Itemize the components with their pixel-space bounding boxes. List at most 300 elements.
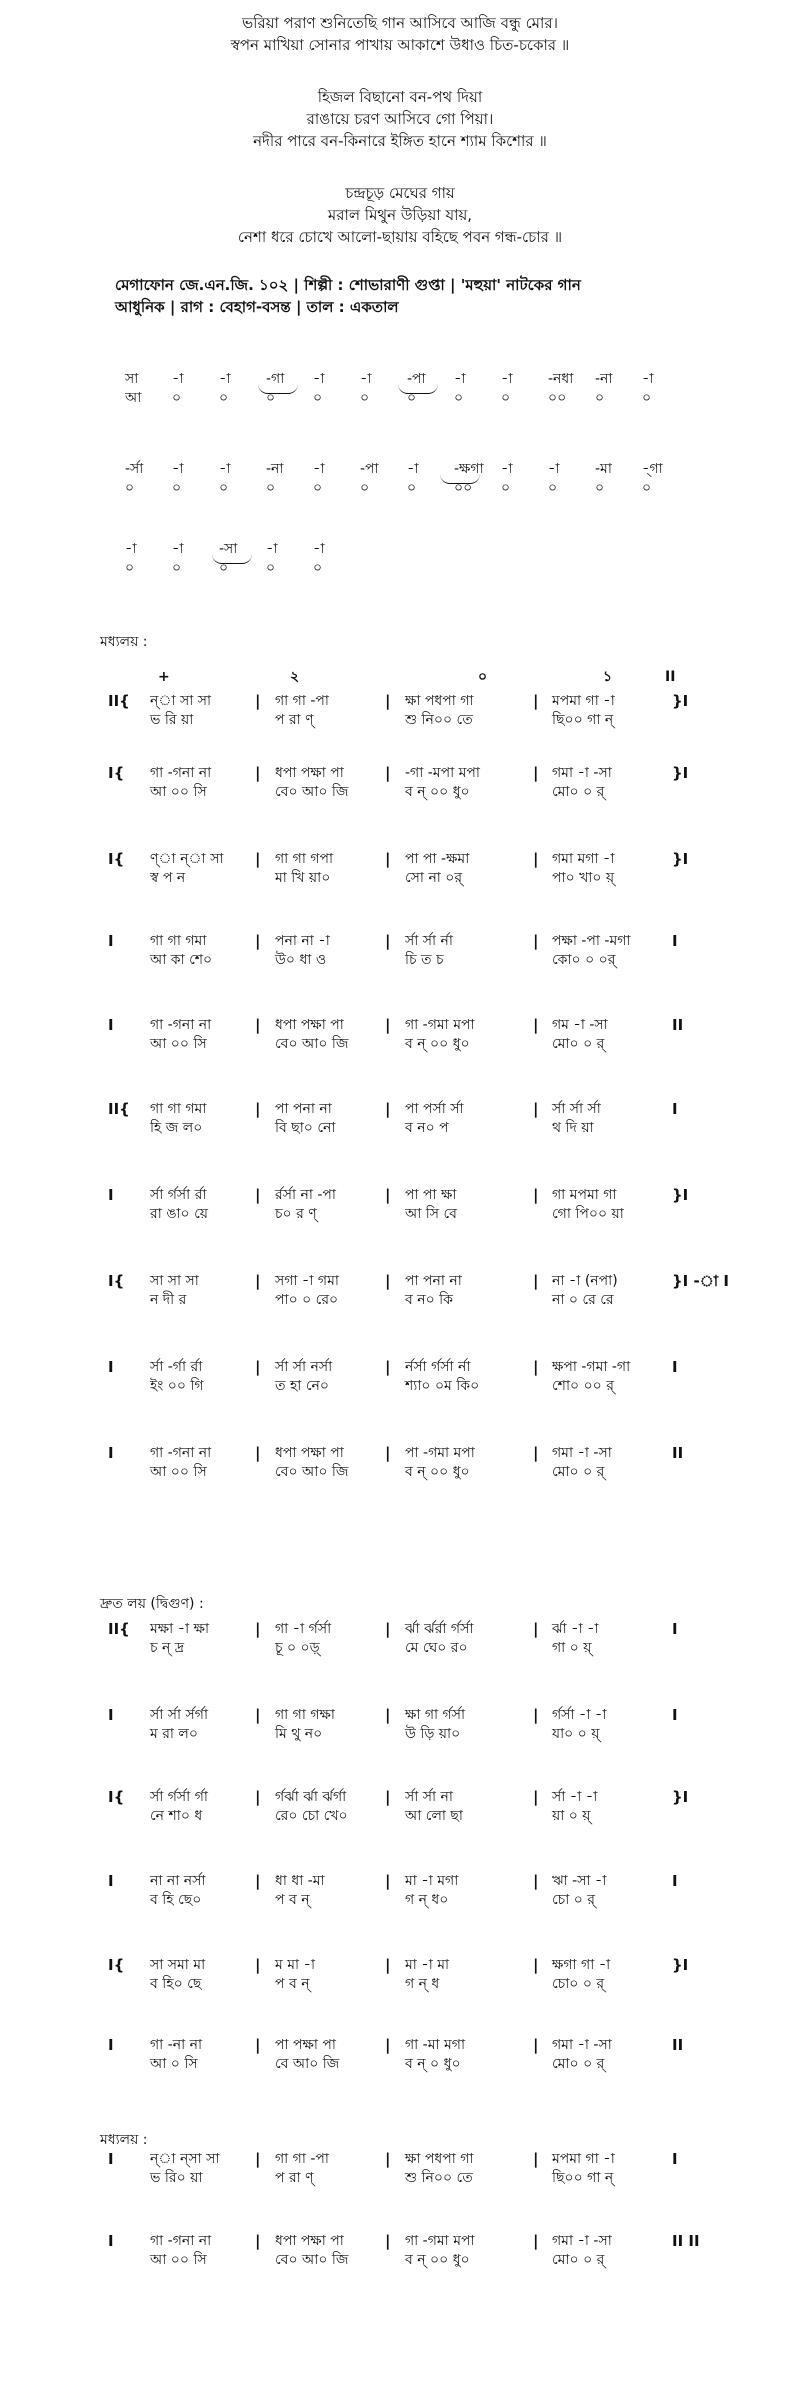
vibhag-divider: |: [255, 1956, 261, 1974]
lyric-syllable: ০: [313, 480, 323, 496]
lyric-group: চো০ ০ র্: [552, 1976, 605, 1992]
vibhag-divider: |: [385, 1100, 391, 1118]
swara-group: গমা -া -সা: [552, 765, 612, 781]
swara-group: গা গা গপা: [275, 851, 334, 867]
swara-group: র্সা র্গর্সা র্গা: [150, 1789, 208, 1805]
lyric-group: প ব ন্: [275, 1976, 310, 1992]
swara-group: পা পা ক্ষা: [405, 1187, 457, 1203]
vibhag-divider: |: [255, 692, 261, 710]
lyric-group: মো০ ০ র্: [552, 1464, 605, 1480]
swara-group: পা পক্ষা পা: [275, 2037, 336, 2053]
lyric-group: প রা ণ্: [275, 2170, 314, 2186]
vibhag-divider: |: [533, 1272, 539, 1290]
right-barline: II II: [672, 2232, 700, 2250]
swara-note: -্গা: [642, 461, 663, 477]
right-barline: I: [672, 1100, 678, 1118]
vibhag-divider: |: [255, 850, 261, 868]
vibhag-divider: |: [533, 1358, 539, 1376]
swara-group: র্সা র্সা র্সা: [552, 1101, 601, 1117]
vibhag-divider: |: [533, 764, 539, 782]
lyric-syllable: ০: [360, 390, 370, 406]
swara-group: গমা মগা -া: [552, 851, 615, 867]
left-barline: I{: [108, 1272, 125, 1290]
vibhag-divider: |: [255, 1620, 261, 1638]
vibhag-divider: |: [385, 2150, 391, 2168]
vibhag-divider: |: [385, 1872, 391, 1890]
swara-group: ক্ষা পধপা গা: [405, 693, 474, 709]
swara-group: মা -া মা: [405, 1957, 450, 1973]
lyric-group: ব ন্ ০০ ধু০: [405, 2252, 470, 2268]
lyric-group: মা খি য়া০: [275, 870, 331, 886]
swara-group: গা -গমা মপা: [405, 2233, 475, 2249]
swara-group: ক্ষপা -গমা -গা: [552, 1359, 631, 1375]
lyric-group: সো না ০র্: [405, 870, 463, 886]
swara-note: -া: [172, 461, 184, 477]
lyric-group: শু নি০০ তে: [405, 712, 473, 728]
vibhag-divider: |: [255, 1788, 261, 1806]
vibhag-divider: |: [255, 2232, 261, 2250]
swara-note: -া: [219, 461, 231, 477]
lyric-group: মো০ ০ র্: [552, 2252, 605, 2268]
swara-group: ক্ষা গা র্গর্সা: [405, 1707, 466, 1723]
lyric-group: য়া ০ য়্: [552, 1808, 591, 1824]
lyric-syllable: ০: [125, 560, 135, 576]
lyric-line: হিজল বিছানো বন-পথ দিয়া: [317, 88, 483, 106]
left-barline: I: [108, 1186, 114, 1204]
vibhag-divider: |: [255, 1444, 261, 1462]
lyric-syllable: ০: [360, 480, 370, 496]
lyric-group: মো০ ০ র্: [552, 1036, 605, 1052]
notation-row: [0, 932, 800, 974]
vibhag-divider: |: [533, 692, 539, 710]
notation-row: [0, 1016, 800, 1058]
swara-note: -পা: [407, 371, 426, 387]
lyric-group: ম রা ল০: [150, 1726, 198, 1742]
notation-row: [0, 1620, 800, 1662]
swara-group: র্ঝা র্ঝর্রা র্গর্সা: [405, 1621, 474, 1637]
swara-group: ন্‌া সা সা: [150, 693, 212, 709]
swara-group: ক্ষগা গা -া: [552, 1957, 611, 1973]
left-barline: I: [108, 2232, 114, 2250]
lyric-group: ব ন্ ০০ ধু০: [405, 784, 470, 800]
lyric-group: শো০ ০০ র্: [552, 1378, 614, 1394]
swara-group: ধপা পক্ষা পা: [275, 765, 344, 781]
swara-group: গা -া র্গর্সা: [275, 1621, 332, 1637]
lyric-group: না ০ রে রে: [552, 1292, 614, 1308]
swara-group: র্সা -র্গা র্রা: [150, 1359, 203, 1375]
lyric-group: ছি০০ গা ন্: [552, 2170, 614, 2186]
swara-group: পা পনা না: [405, 1273, 462, 1289]
lyric-syllable: ০: [313, 390, 323, 406]
left-barline: I: [108, 1444, 114, 1462]
vibhag-divider: |: [385, 1016, 391, 1034]
lyric-syllable: ০: [501, 480, 511, 496]
vibhag-divider: |: [533, 2150, 539, 2168]
notation-row: [0, 2150, 800, 2192]
left-barline: I: [108, 2036, 114, 2054]
tala-marker: ১: [603, 669, 613, 685]
left-barline: I: [108, 1706, 114, 1724]
vibhag-divider: |: [533, 2232, 539, 2250]
lyric-group: চ ন্ দ্র: [150, 1640, 185, 1656]
right-barline: }I: [672, 764, 689, 782]
swara-note: -া: [219, 371, 231, 387]
swara-group: গা গা -পা: [275, 2151, 329, 2167]
right-barline: II: [672, 2036, 684, 2054]
vibhag-divider: |: [255, 1706, 261, 1724]
swara-group: গা মপমা গা: [552, 1187, 617, 1203]
vibhag-divider: |: [385, 1358, 391, 1376]
swara-group: ঋা -সা -া: [552, 1873, 607, 1889]
right-barline: I: [672, 1620, 678, 1638]
lyric-group: কো০ ০ ০র্: [552, 952, 616, 968]
swara-group: র্সা র্সা নর্সা: [275, 1359, 333, 1375]
swara-group: র্সা র্সা র্সর্গা: [150, 1707, 209, 1723]
swara-group: মপমা গা -া: [552, 693, 615, 709]
lyric-group: আ ০০ সি: [150, 1036, 207, 1052]
swara-note: -া: [642, 371, 654, 387]
lyric-line: নেশা ধরে চোখে আলো-ছায়ায় বহিছে পবন গন্ধ-চোর ॥: [237, 228, 563, 246]
notation-row: [0, 1100, 800, 1142]
lyric-group: আ সি বে: [405, 1206, 457, 1222]
swara-group: র্সা র্সা না: [405, 1789, 453, 1805]
swara-group: পা পনা না: [275, 1101, 332, 1117]
lyric-group: হি জ ল০: [150, 1120, 203, 1136]
vibhag-divider: |: [533, 1956, 539, 1974]
lyric-group: গ ন্ ধ০: [405, 1892, 449, 1908]
swara-group: ধপা পক্ষা পা: [275, 1017, 344, 1033]
vibhag-divider: |: [255, 1358, 261, 1376]
lyric-group: পা০ ০ রে০: [275, 1292, 339, 1308]
lyric-syllable: আ: [125, 390, 142, 406]
lyric-group: শ্যা০ ০ম কি০: [405, 1378, 480, 1394]
section-label-madhyalay-repeat: মধ্যলয় :: [100, 2132, 148, 2148]
vibhag-divider: |: [255, 1272, 261, 1290]
swara-group: র্নর্সা র্গর্সা র্না: [405, 1359, 471, 1375]
lyric-group: প ব ন্: [275, 1892, 310, 1908]
notation-row: [0, 1186, 800, 1228]
lyric-group: চো ০ র্: [552, 1892, 595, 1908]
swara-group: মা -া মগা: [405, 1873, 459, 1889]
lyric-syllable: ০০: [454, 480, 473, 496]
vibhag-divider: |: [385, 932, 391, 950]
lyric-line: রাঙায়ে চরণ আসিবে গো পিয়া।: [306, 110, 494, 128]
vibhag-divider: |: [533, 1186, 539, 1204]
lyric-group: ত হা নে০: [275, 1378, 329, 1394]
swara-note: -গা: [266, 371, 285, 387]
lyric-line: মরাল মিথুন উড়িয়া যায়,: [327, 206, 473, 224]
notation-row: [0, 1444, 800, 1486]
lyric-group: বে০ আ০ জি: [275, 1464, 349, 1480]
lyric-group: নে শা০ ধ: [150, 1808, 203, 1824]
notation-row: [0, 1788, 800, 1830]
swara-group: ধপা পক্ষা পা: [275, 2233, 344, 2249]
swara-group: না -া (নপা): [552, 1273, 618, 1289]
vibhag-divider: |: [385, 1186, 391, 1204]
swara-note: -া: [266, 541, 278, 557]
lyric-group: পা০ খা০ য়্: [552, 870, 615, 886]
lyric-group: ভ রি০ য়া: [150, 2170, 203, 2186]
swara-group: পা পা -ক্ষমা: [405, 851, 470, 867]
swara-group: মক্ষা -া ক্ষা: [150, 1621, 210, 1637]
swara-group: র্সা -া -া: [552, 1789, 598, 1805]
record-info: মেগাফোন জে.এন.জি. ১০২ | শিল্পী : শোভারাণী গুপ্তা | 'মহুয়া' নাটকের গান: [115, 276, 581, 294]
section-label-madhyalay: মধ্যলয় :: [100, 634, 148, 650]
swara-group: না না নর্সা: [150, 1873, 206, 1889]
lyric-group: প রা ণ্: [275, 712, 314, 728]
lyric-group: থ দি য়া: [552, 1120, 594, 1136]
swara-note: -া: [548, 461, 560, 477]
swara-group: র্রর্সা না -পা: [275, 1187, 336, 1203]
right-barline: }I: [672, 850, 689, 868]
left-barline: I: [108, 1358, 114, 1376]
swara-group: ন্‌া ন্‌সা সা: [150, 2151, 220, 2167]
slur-arc: [258, 384, 298, 394]
swara-note: -া: [172, 541, 184, 557]
lyric-group: আ ০০ সি: [150, 2252, 207, 2268]
vibhag-divider: |: [255, 1186, 261, 1204]
vibhag-divider: |: [385, 2036, 391, 2054]
vibhag-divider: |: [255, 764, 261, 782]
lyric-group: আ কা শে০: [150, 952, 213, 968]
lyric-group: আ ০০ সি: [150, 784, 207, 800]
vibhag-divider: |: [533, 1016, 539, 1034]
lyric-syllable: ০: [266, 480, 276, 496]
lyric-syllable: ০: [172, 560, 182, 576]
vibhag-divider: |: [385, 2232, 391, 2250]
right-barline: I: [672, 1358, 678, 1376]
swara-group: গমা -া -সা: [552, 1445, 612, 1461]
swara-note: -নধা: [548, 371, 574, 387]
left-barline: I{: [108, 1788, 125, 1806]
notation-row: [0, 764, 800, 806]
left-barline: I: [108, 1016, 114, 1034]
swara-group: ণ্‌া ন্‌া সা: [150, 851, 224, 867]
left-barline: I: [108, 932, 114, 950]
lyric-syllable: ০: [642, 480, 652, 496]
left-barline: II{: [108, 1100, 130, 1118]
notation-row: [0, 692, 800, 734]
left-barline: I{: [108, 850, 125, 868]
swara-note: -া: [313, 461, 325, 477]
vibhag-divider: |: [255, 1100, 261, 1118]
lyric-syllable: ০: [548, 480, 558, 496]
swara-note: -া: [501, 461, 513, 477]
left-barline: I{: [108, 1956, 125, 1974]
swara-note: -া: [501, 371, 513, 387]
lyric-syllable: ০: [219, 480, 229, 496]
swara-group: র্গর্সা -া -া: [552, 1707, 607, 1723]
lyric-group: মে ঘে০ র০: [405, 1640, 468, 1656]
vibhag-divider: |: [385, 1706, 391, 1724]
right-barline: I: [672, 2150, 678, 2168]
swara-group: গা গা গমা: [150, 1101, 207, 1117]
vibhag-divider: |: [255, 1872, 261, 1890]
notation-row: [0, 1872, 800, 1914]
lyric-syllable: ০: [501, 390, 511, 406]
notation-row: [0, 1956, 800, 1998]
lyric-group: শু নি০০ তে: [405, 2170, 473, 2186]
tala-marker: ২: [290, 669, 300, 685]
left-barline: I: [108, 1872, 114, 1890]
swara-group: গা গা -পা: [275, 693, 329, 709]
tala-marker: +: [158, 669, 170, 685]
lyric-line: চন্দ্রচূড় মেঘের গায়: [345, 184, 455, 202]
lyric-group: মো০ ০ র্: [552, 2056, 605, 2072]
lyric-group: রা ঙা০ য়ে: [150, 1206, 209, 1222]
swara-group: গা -না না: [150, 2037, 203, 2053]
lyric-group: চ০ র ণ্: [275, 1206, 317, 1222]
lyric-group: উ ড়ি য়া০: [405, 1726, 461, 1742]
lyric-group: গ ন্ ধ: [405, 1976, 440, 1992]
lyric-syllable: ০: [266, 390, 276, 406]
vibhag-divider: |: [533, 2036, 539, 2054]
swara-group: গা -গমা মপা: [405, 1017, 475, 1033]
right-barline: }I: [672, 1186, 689, 1204]
right-barline: }I -া I: [672, 1272, 729, 1290]
swara-group: গমা -া -সা: [552, 2233, 612, 2249]
swara-group: গা গা গক্ষা: [275, 1707, 335, 1723]
vibhag-divider: |: [385, 1620, 391, 1638]
lyric-group: ব হি ছে০: [150, 1892, 202, 1908]
vibhag-divider: |: [533, 1706, 539, 1724]
right-barline: I: [672, 932, 678, 950]
swara-note: -া: [172, 371, 184, 387]
vibhag-divider: |: [385, 1788, 391, 1806]
lyric-syllable: ০: [172, 390, 182, 406]
swara-note: -পা: [360, 461, 379, 477]
swara-group: র্সা র্গর্সা র্রা: [150, 1187, 207, 1203]
lyric-group: ব ন০ কি: [405, 1292, 453, 1308]
lyric-syllable: ০: [407, 390, 417, 406]
lyric-line: নদীর পারে বন-কিনারে ইঙ্গিত হানে শ্যাম কিশোর ॥: [253, 132, 547, 150]
lyric-syllable: ০: [642, 390, 652, 406]
lyric-group: ব ন্ ০০ ধু০: [405, 1464, 470, 1480]
vibhag-divider: |: [533, 1788, 539, 1806]
swara-group: গা -গনা না: [150, 2233, 212, 2249]
notation-row: [0, 1706, 800, 1748]
swara-group: গম -া -সা: [552, 1017, 608, 1033]
slur-arc: [440, 474, 480, 484]
slur-arc: [398, 384, 438, 394]
lyric-syllable: ০: [407, 480, 417, 496]
swara-group: গা -গনা না: [150, 1017, 212, 1033]
lyric-syllable: ০: [454, 390, 464, 406]
swara-note: -না: [595, 371, 613, 387]
right-barline: I: [672, 1872, 678, 1890]
lyric-syllable: ০: [266, 560, 276, 576]
swara-note: -সা: [219, 541, 238, 557]
lyric-line: স্বপন মাখিয়া সোনার পাখায় আকাশে উধাও চিত-চকোর ॥: [230, 36, 570, 54]
swara-group: গা -গনা না: [150, 1445, 212, 1461]
vibhag-divider: |: [255, 2036, 261, 2054]
vibhag-divider: |: [533, 1444, 539, 1462]
right-barline: }I: [672, 1788, 689, 1806]
swara-group: গা গা গমা: [150, 933, 207, 949]
lyric-syllable: ০: [125, 480, 135, 496]
swara-group: পক্ষা -পা -মগা: [552, 933, 631, 949]
vibhag-divider: |: [533, 1872, 539, 1890]
swara-note: সা: [125, 371, 139, 387]
tala-marker: ০: [478, 669, 488, 685]
lyric-group: বে০ আ০ জি: [275, 1036, 349, 1052]
vibhag-divider: |: [533, 932, 539, 950]
right-barline: I: [672, 1706, 678, 1724]
swara-group: -গা -মপা মপা: [405, 765, 480, 781]
left-barline: I{: [108, 764, 125, 782]
vibhag-divider: |: [255, 2150, 261, 2168]
swara-note: -না: [266, 461, 284, 477]
vibhag-divider: |: [385, 850, 391, 868]
lyric-group: বে আ০ জি: [275, 2056, 340, 2072]
vibhag-divider: |: [255, 1016, 261, 1034]
right-barline: }I: [672, 1956, 689, 1974]
notation-row: [0, 2232, 800, 2274]
swara-group: গমা -া -সা: [552, 2037, 612, 2053]
notation-row: [0, 1358, 800, 1400]
lyric-group: গা ০ য়্: [552, 1640, 592, 1656]
lyric-syllable: ০: [172, 480, 182, 496]
swara-group: ম মা -া: [275, 1957, 316, 1973]
lyric-group: ব ন্ ০০ ধু০: [405, 1036, 470, 1052]
lyric-syllable: ০: [219, 390, 229, 406]
swara-note: -া: [125, 541, 137, 557]
lyric-group: ব ন্ ০ ধু০: [405, 2056, 461, 2072]
lyric-group: চি ত চ: [405, 952, 444, 968]
lyric-group: মি থু ন০: [275, 1726, 323, 1742]
slur-arc: [212, 554, 252, 564]
lyric-group: বে০ আ০ জি: [275, 2252, 349, 2268]
intro-row: [0, 460, 800, 502]
swara-group: পা -গমা মপা: [405, 1445, 475, 1461]
lyric-group: আ ০ সি: [150, 2056, 198, 2072]
swara-group: গা -গনা না: [150, 765, 212, 781]
lyric-group: ইং ০০ গি: [150, 1378, 204, 1394]
left-barline: II{: [108, 1620, 130, 1638]
swara-group: ক্ষা পধপা গা: [405, 2151, 474, 2167]
swara-note: -া: [313, 541, 325, 557]
lyric-group: রে০ চো খে০: [275, 1808, 348, 1824]
swara-note: -ক্ষগা: [454, 461, 484, 477]
lyric-group: ব হি০ ছে: [150, 1976, 202, 1992]
vibhag-divider: |: [385, 764, 391, 782]
lyric-group: আ লো ছা: [405, 1808, 463, 1824]
lyric-group: চূ ০ ০ড়্: [275, 1640, 320, 1656]
swara-group: পা পর্সা র্সা: [405, 1101, 464, 1117]
vibhag-divider: |: [255, 932, 261, 950]
swara-group: র্গর্ঝা র্ঝা র্ঝর্গা: [275, 1789, 347, 1805]
left-barline: II{: [108, 692, 130, 710]
swara-note: -মা: [595, 461, 612, 477]
intro-row: [0, 540, 800, 582]
lyric-group: উ০ ধা ও: [275, 952, 327, 968]
lyric-group: যা০ ০ য়্: [552, 1726, 600, 1742]
tala-marker: II: [665, 669, 676, 685]
vibhag-divider: |: [533, 850, 539, 868]
lyric-group: বে০ আ০ জি: [275, 784, 349, 800]
raga-tala-info: আধুনিক | রাগ : বেহাগ-বসন্ত | তাল : একতাল: [115, 298, 399, 316]
vibhag-divider: |: [385, 692, 391, 710]
lyric-group: বি ছা০ নো: [275, 1120, 336, 1136]
swara-note: -া: [454, 371, 466, 387]
swara-group: সা সা সা: [150, 1273, 199, 1289]
lyric-syllable: ০: [595, 480, 605, 496]
lyric-group: ভ রি য়া: [150, 712, 194, 728]
swara-group: পনা না -া: [275, 933, 330, 949]
notation-row: [0, 850, 800, 892]
swara-group: ধপা পক্ষা পা: [275, 1445, 344, 1461]
vibhag-divider: |: [533, 1620, 539, 1638]
